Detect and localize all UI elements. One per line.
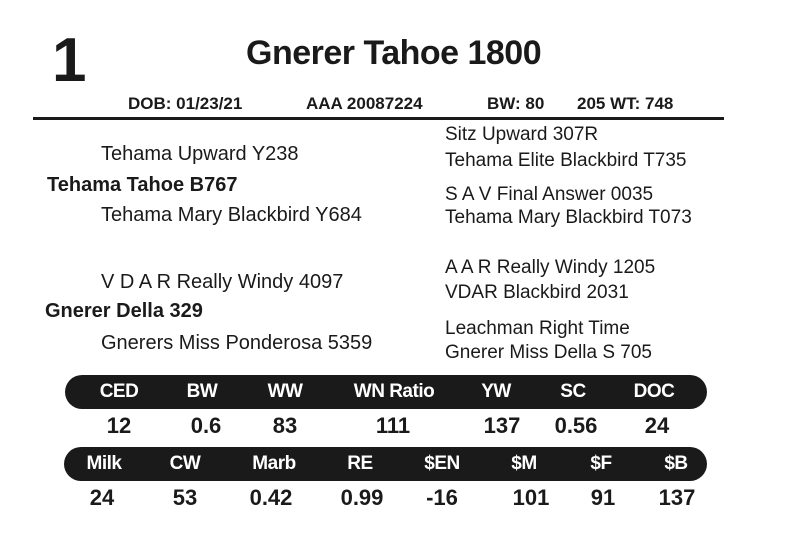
animal-name: Gnerer Tahoe 1800 — [246, 34, 542, 72]
grandparent: Sitz Upward 307R — [445, 124, 599, 145]
epd-value-doc: 24 — [644, 413, 670, 438]
epd-value-milk: 24 — [89, 485, 115, 510]
epd-value-bw: 0.6 — [190, 413, 222, 438]
epd-value-re: 0.99 — [340, 485, 384, 510]
epd-value-cw: 53 — [172, 485, 198, 510]
dam-dam: Gnerers Miss Ponderosa 5359 — [101, 332, 373, 354]
epd-header-band — [65, 375, 707, 409]
epd-header-f: $F — [590, 453, 612, 474]
sire-dam: Tehama Mary Blackbird Y684 — [101, 204, 362, 226]
grandparent: VDAR Blackbird 2031 — [445, 282, 629, 303]
dam: Gnerer Della 329 — [45, 300, 203, 322]
dob: DOB: 01/23/21 — [128, 94, 243, 113]
epd-value-en: -16 — [426, 485, 458, 510]
registration-number: AAA 20087224 — [306, 94, 423, 113]
epd-value-f: 91 — [590, 485, 616, 510]
epd-value-wn-ratio: 111 — [375, 413, 411, 438]
header-divider — [33, 117, 724, 120]
grandparent: Gnerer Miss Della S 705 — [445, 342, 652, 363]
grandparent: Leachman Right Time — [445, 318, 630, 339]
grandparent: S A V Final Answer 0035 — [445, 184, 654, 205]
epd-header-bw: BW — [186, 381, 218, 402]
weaning-weight-205: 205 WT: 748 — [577, 94, 674, 113]
epd-header-b: $B — [664, 453, 688, 474]
lot-number: 1 — [52, 26, 86, 95]
epd-header-ced: CED — [99, 381, 139, 402]
epd-value-m: 101 — [512, 485, 550, 510]
epd-header-wn-ratio: WN Ratio — [353, 381, 435, 402]
epd-value-ced: 12 — [106, 413, 132, 438]
grandparent: A A R Really Windy 1205 — [445, 257, 656, 278]
epd-header-milk: Milk — [86, 453, 122, 474]
birth-weight: BW: 80 — [487, 94, 545, 113]
epd-value-marb: 0.42 — [249, 485, 293, 510]
sire-sire: Tehama Upward Y238 — [101, 143, 299, 165]
sire: Tehama Tahoe B767 — [47, 174, 238, 196]
epd-header-re: RE — [347, 453, 373, 474]
epd-header-sc: SC — [560, 381, 586, 402]
epd-value-ww: 83 — [272, 413, 298, 438]
epd-value-sc: 0.56 — [554, 413, 598, 438]
epd-header-ww: WW — [267, 381, 303, 402]
grandparent: Tehama Mary Blackbird T073 — [445, 207, 692, 228]
grandparent: Tehama Elite Blackbird T735 — [445, 150, 687, 171]
epd-value-yw: 137 — [483, 413, 521, 438]
epd-header-yw: YW — [481, 381, 511, 402]
dam-sire: V D A R Really Windy 4097 — [101, 271, 344, 293]
epd-header-cw: CW — [169, 453, 201, 474]
epd-header-en: $EN — [424, 453, 460, 474]
epd-header-m: $M — [511, 453, 537, 474]
epd-value-b: 137 — [658, 485, 696, 510]
epd-header-doc: DOC — [633, 381, 675, 402]
epd-header-band — [64, 447, 707, 481]
epd-header-marb: Marb — [252, 453, 296, 474]
